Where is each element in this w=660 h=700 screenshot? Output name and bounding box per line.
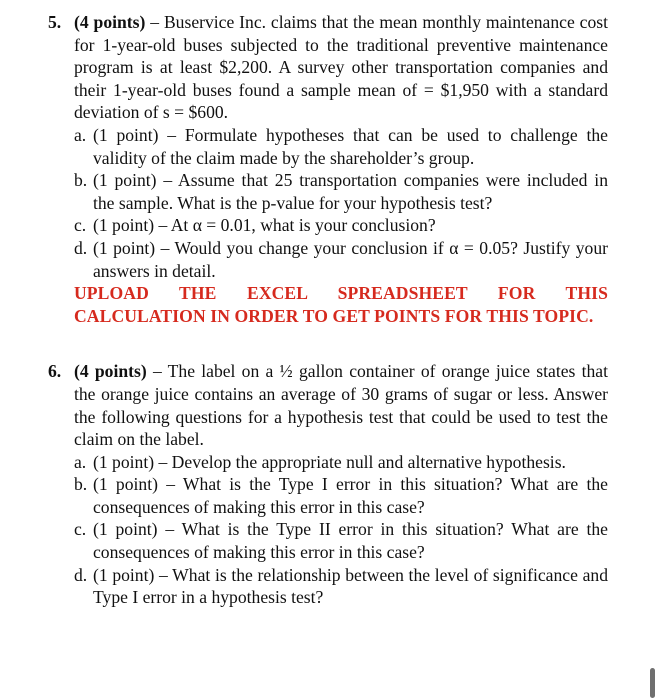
vertical-scrollbar[interactable] — [650, 668, 655, 698]
sub-question-text: (1 point) – Formulate hypotheses that can be used to challenge the validity of the claim made by the shareholder’s group. — [93, 124, 608, 168]
document — [48, 11, 608, 609]
sub-question-letter: b. — [74, 474, 88, 495]
question-stem: The label on a ½ gallon container of orange juice states that the orange juice contains an average of 30 grams of sugar or less. Answer the following questions for a hypothesis test that could be used to test the claim on the label. — [74, 361, 608, 450]
question-dash: – — [150, 12, 160, 32]
question-dash: – — [152, 361, 162, 382]
sub-question-d — [74, 237, 608, 282]
sub-question-list — [74, 451, 608, 609]
question-6 — [48, 360, 608, 609]
sub-question-letter: c. — [74, 519, 87, 540]
sub-question-b — [74, 169, 608, 214]
sub-question-d — [74, 564, 608, 609]
sub-question-letter: a. — [74, 124, 87, 145]
question-points: (4 points) — [74, 12, 146, 32]
sub-question-text: (1 point) – Develop the appropriate null and alternative hypothesis. — [93, 451, 566, 472]
sub-question-letter: a. — [74, 451, 87, 472]
sub-question-text: (1 point) – At α = 0.01, what is your conclusion? — [93, 215, 436, 236]
question-stem-block — [74, 360, 608, 450]
question-number: 5. — [48, 12, 62, 32]
question-5 — [48, 11, 608, 327]
sub-question-c — [74, 518, 608, 563]
sub-question-text: (1 point) – Would you change your conclusion if α = 0.05? Justify your answers in detail. — [93, 237, 608, 281]
sub-question-c — [74, 214, 608, 237]
sub-question-text: (1 point) – Assume that 25 transportation companies were included in the sample. What is the p-value for your hypothesis test? — [93, 170, 608, 213]
sub-question-a — [74, 451, 608, 474]
sub-question-letter: b. — [74, 170, 88, 191]
question-number: 6. — [48, 361, 62, 382]
sub-question-b — [74, 473, 608, 518]
sub-question-text: (1 point) – What is the Type I error in this situation? What are the consequences of making this error in this case? — [93, 474, 608, 517]
upload-notice: UPLOAD THE EXCEL SPREADSHEET FOR THIS CALCULATION IN ORDER TO GET POINTS FOR THIS TOPIC. — [74, 283, 608, 326]
question-points: (4 points) — [74, 361, 147, 382]
sub-question-letter: c. — [74, 215, 87, 236]
question-stem: Buservice Inc. claims that the mean monthly maintenance cost for 1-year-old buses subjected to the traditional preventive maintenance program is at least $2,200. A survey other transportation companies and their 1-year-old buses found a sample mean of = $1,950 with a standard deviation of s = $600. — [74, 12, 608, 123]
sub-question-list — [74, 124, 608, 282]
sub-question-text: (1 point) – What is the relationship between the level of significance and Type I error in a hypothesis test? — [93, 564, 608, 608]
sub-question-letter: d. — [74, 237, 88, 258]
question-stem-block — [74, 11, 608, 124]
sub-question-a — [74, 124, 608, 169]
sub-question-letter: d. — [74, 564, 88, 585]
sub-question-text: (1 point) – What is the Type II error in this situation? What are the consequences of making this error in this case? — [93, 519, 608, 563]
